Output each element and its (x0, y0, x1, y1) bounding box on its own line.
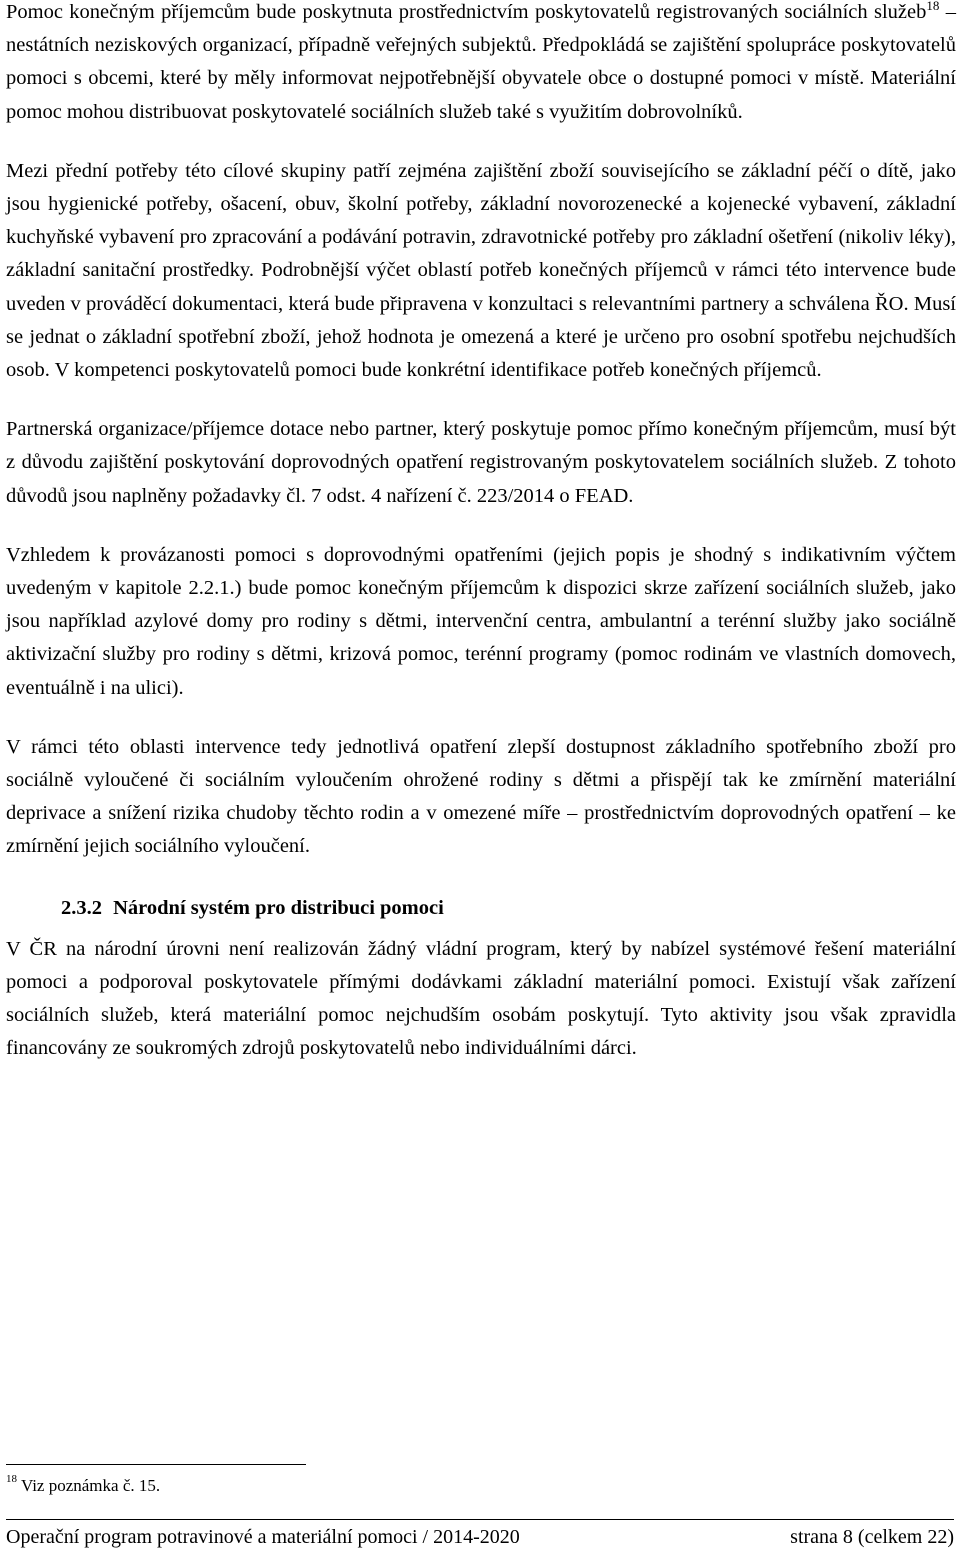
footnote-number: 18 (6, 1473, 17, 1485)
footnote-reference[interactable]: 18 (926, 0, 940, 13)
paragraph-needs: Mezi přední potřeby této cílové skupiny patří zejména zajištění zboží souvisejícího se základní péčí o dítě, jako jsou hygienické potřeby, ošacení, obuv, školní potřeby, základní novorozenecké a kojenecké vybavení, základní kuchyňské vybavení pro zpracování a podávání potravin, zdravotnické potřeby pro základní ošetření (nikoliv léky), základní sanitační prostředky. Podrobnější výčet oblastí potřeb konečných příjemců v rámci této intervence bude uveden v prováděcí dokumentaci, která bude připravena v konzultaci s relevantními partnery a schválena ŘO. Musí se jednat o základní spotřební zboží, jehož hodnota je omezená a které je určeno pro osobní spotřebu nejchudších osob. V kompetenci poskytovatelů pomoci bude konkrétní identifikace potřeb konečných příjemců. (6, 159, 956, 382)
document-page (6, 0, 956, 1065)
paragraph-partner-organization: Partnerská organizace/příjemce dotace nebo partner, který poskytuje pomoc přímo konečným příjemcům, musí být z důvodu zajištění poskytování doprovodných opatření registrovaným poskytovatelem sociálních služeb. Z tohoto důvodů jsou naplněny požadavky čl. 7 odst. 4 nařízení č. 223/2014 o FEAD. (6, 418, 956, 507)
paragraph-text: – nestátních neziskových organizací, případně veřejných subjektů. Předpokládá se zajištění spolupráce poskytovatelů pomoci s obcemi, které by měly informovat nejpotřebnější obyvatele obce o dostupné pomoci v místě. Materiální pomoc mohou distribuovat poskytovatelé sociálních služeb také s využitím dobrovolníků. (6, 1, 956, 123)
footer-page-number: strana 8 (celkem 22) (790, 1526, 954, 1548)
footnote-separator (6, 1464, 306, 1465)
paragraph-accompanying-measures: Vzhledem k provázanosti pomoci s doprovodnými opatřeními (jejich popis je shodný s indikativním výčtem uvedeným v kapitole 2.2.1.) bude pomoc konečným příjemcům k dispozici skrze zařízení sociálních služeb, jako jsou například azylové domy pro rodiny s dětmi, intervenční centra, ambulantní a terénní služby jako sociálně aktivizační služby pro rodiny s dětmi, krizová pomoc, terénní programy (pomoc rodinám ve vlastních domovech, eventuálně i na ulici). (6, 543, 956, 699)
paragraph-text: Pomoc konečným příjemcům bude poskytnuta prostřednictvím poskytovatelů registrovaných sociálních služeb (6, 1, 927, 23)
footer-separator (6, 1519, 954, 1520)
footnote (6, 1474, 160, 1498)
footer-document-title: Operační program potravinové a materiální pomoci / 2014-2020 (6, 1526, 520, 1548)
paragraph-national-system: V ČR na národní úrovni není realizován žádný vládní program, který by nabízel systémové řešení materiální pomoci a podporoval poskytovatele přímými dodávkami základní materiální pomoci. Existují však zařízení sociálních služeb, která materiální pomoc nejchudším osobám poskytují. Tyto aktivity jsou však zpravidla financovány ze soukromých zdrojů poskytovatelů nebo individuálními dárci. (6, 937, 956, 1060)
section-title: Národní systém pro distribuci pomoci (113, 896, 444, 919)
section-number: 2.3.2 (61, 896, 102, 919)
paragraph-recipients (6, 0, 956, 129)
paragraph-intervention-area: V rámci této oblasti intervence tedy jednotlivá opatření zlepší dostupnost základního spotřebního zboží pro sociálně vyloučené či sociálním vyloučením ohrožené rodiny s dětmi a přispějí tak ke zmírnění materiální deprivace a snížení rizika chudoby těchto rodin a v omezené míře – prostřednictvím doprovodných opatření – ke zmírnění jejich sociálního vyloučení. (6, 735, 956, 858)
footnote-text: Viz poznámka č. 15. (17, 1476, 161, 1495)
section-heading (6, 892, 956, 925)
page-footer (6, 1522, 954, 1552)
